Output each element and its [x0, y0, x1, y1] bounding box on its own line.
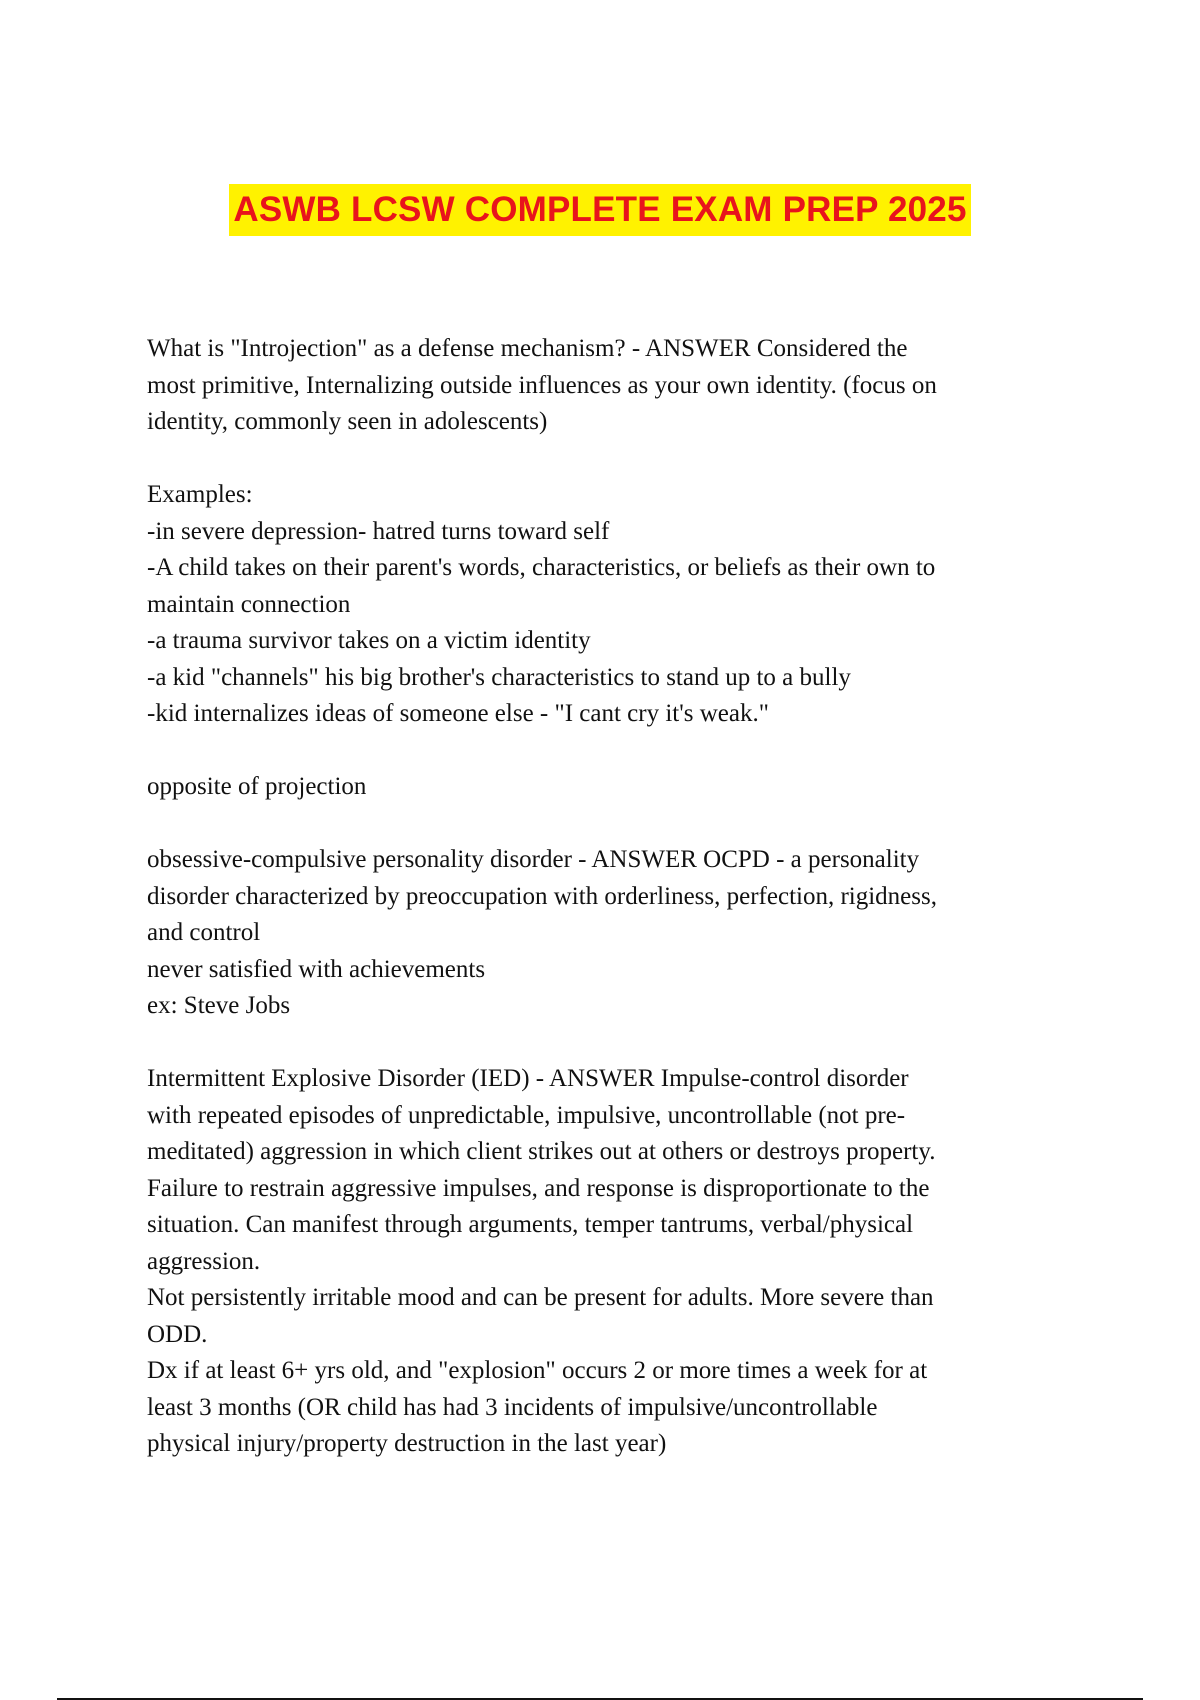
- body-line: physical injury/property destruction in the last year): [147, 1430, 667, 1457]
- example-item: -kid internalizes ideas of someone else - "I cant cry it's weak.": [147, 700, 769, 727]
- body-line: with repeated episodes of unpredictable, impulsive, uncontrollable (not pre-: [147, 1101, 906, 1129]
- body-line: disorder characterized by preoccupation with orderliness, perfection, rigidness,: [147, 882, 937, 910]
- example-item-continued: maintain connection: [147, 590, 351, 618]
- body-line: Not persistently irritable mood and can be present for adults. More severe than: [147, 1284, 934, 1311]
- body-line: situation. Can manifest through arguments, temper tantrums, verbal/physical: [147, 1211, 914, 1238]
- examples-heading: Examples:: [147, 481, 253, 508]
- example-item: -in severe depression- hatred turns toward self: [147, 517, 610, 545]
- document-body: [147, 331, 1047, 1463]
- body-line: never satisfied with achievements: [147, 955, 486, 983]
- body-line: obsessive-compulsive personality disorder - ANSWER OCPD - a personality: [147, 846, 920, 873]
- document-title: ASWB LCSW COMPLETE EXAM PREP 2025: [229, 184, 970, 236]
- paragraph-gap: [147, 806, 1047, 843]
- body-line: meditated) aggression in which client strikes out at others or destroys property.: [147, 1138, 936, 1165]
- paragraph-gap: [147, 441, 1047, 478]
- example-item: -a trauma survivor takes on a victim identity: [147, 627, 591, 654]
- body-line: least 3 months (OR child has had 3 incidents of impulsive/uncontrollable: [147, 1393, 878, 1421]
- body-line: aggression.: [147, 1247, 261, 1275]
- body-line: identity, commonly seen in adolescents): [147, 408, 548, 435]
- paragraph-gap: [147, 1025, 1047, 1062]
- body-line: most primitive, Internalizing outside influences as your own identity. (focus on: [147, 371, 937, 399]
- body-line: Intermittent Explosive Disorder (IED) - ANSWER Impulse-control disorder: [147, 1065, 909, 1092]
- body-line: opposite of projection: [147, 773, 367, 800]
- body-line: Failure to restrain aggressive impulses, and response is disproportionate to the: [147, 1174, 930, 1202]
- body-line: What is "Introjection" as a defense mechanism? - ANSWER Considered the: [147, 335, 908, 362]
- example-item: -A child takes on their parent's words, characteristics, or beliefs as their own to: [147, 554, 936, 581]
- paragraph-gap: [147, 733, 1047, 770]
- example-item: -a kid "channels" his big brother's characteristics to stand up to a bully: [147, 663, 851, 691]
- body-line: ex: Steve Jobs: [147, 992, 291, 1019]
- body-line: Dx if at least 6+ yrs old, and "explosion" occurs 2 or more times a week for at: [147, 1357, 928, 1384]
- body-line: ODD.: [147, 1320, 208, 1348]
- title-block: [0, 184, 1200, 236]
- body-line: and control: [147, 919, 261, 946]
